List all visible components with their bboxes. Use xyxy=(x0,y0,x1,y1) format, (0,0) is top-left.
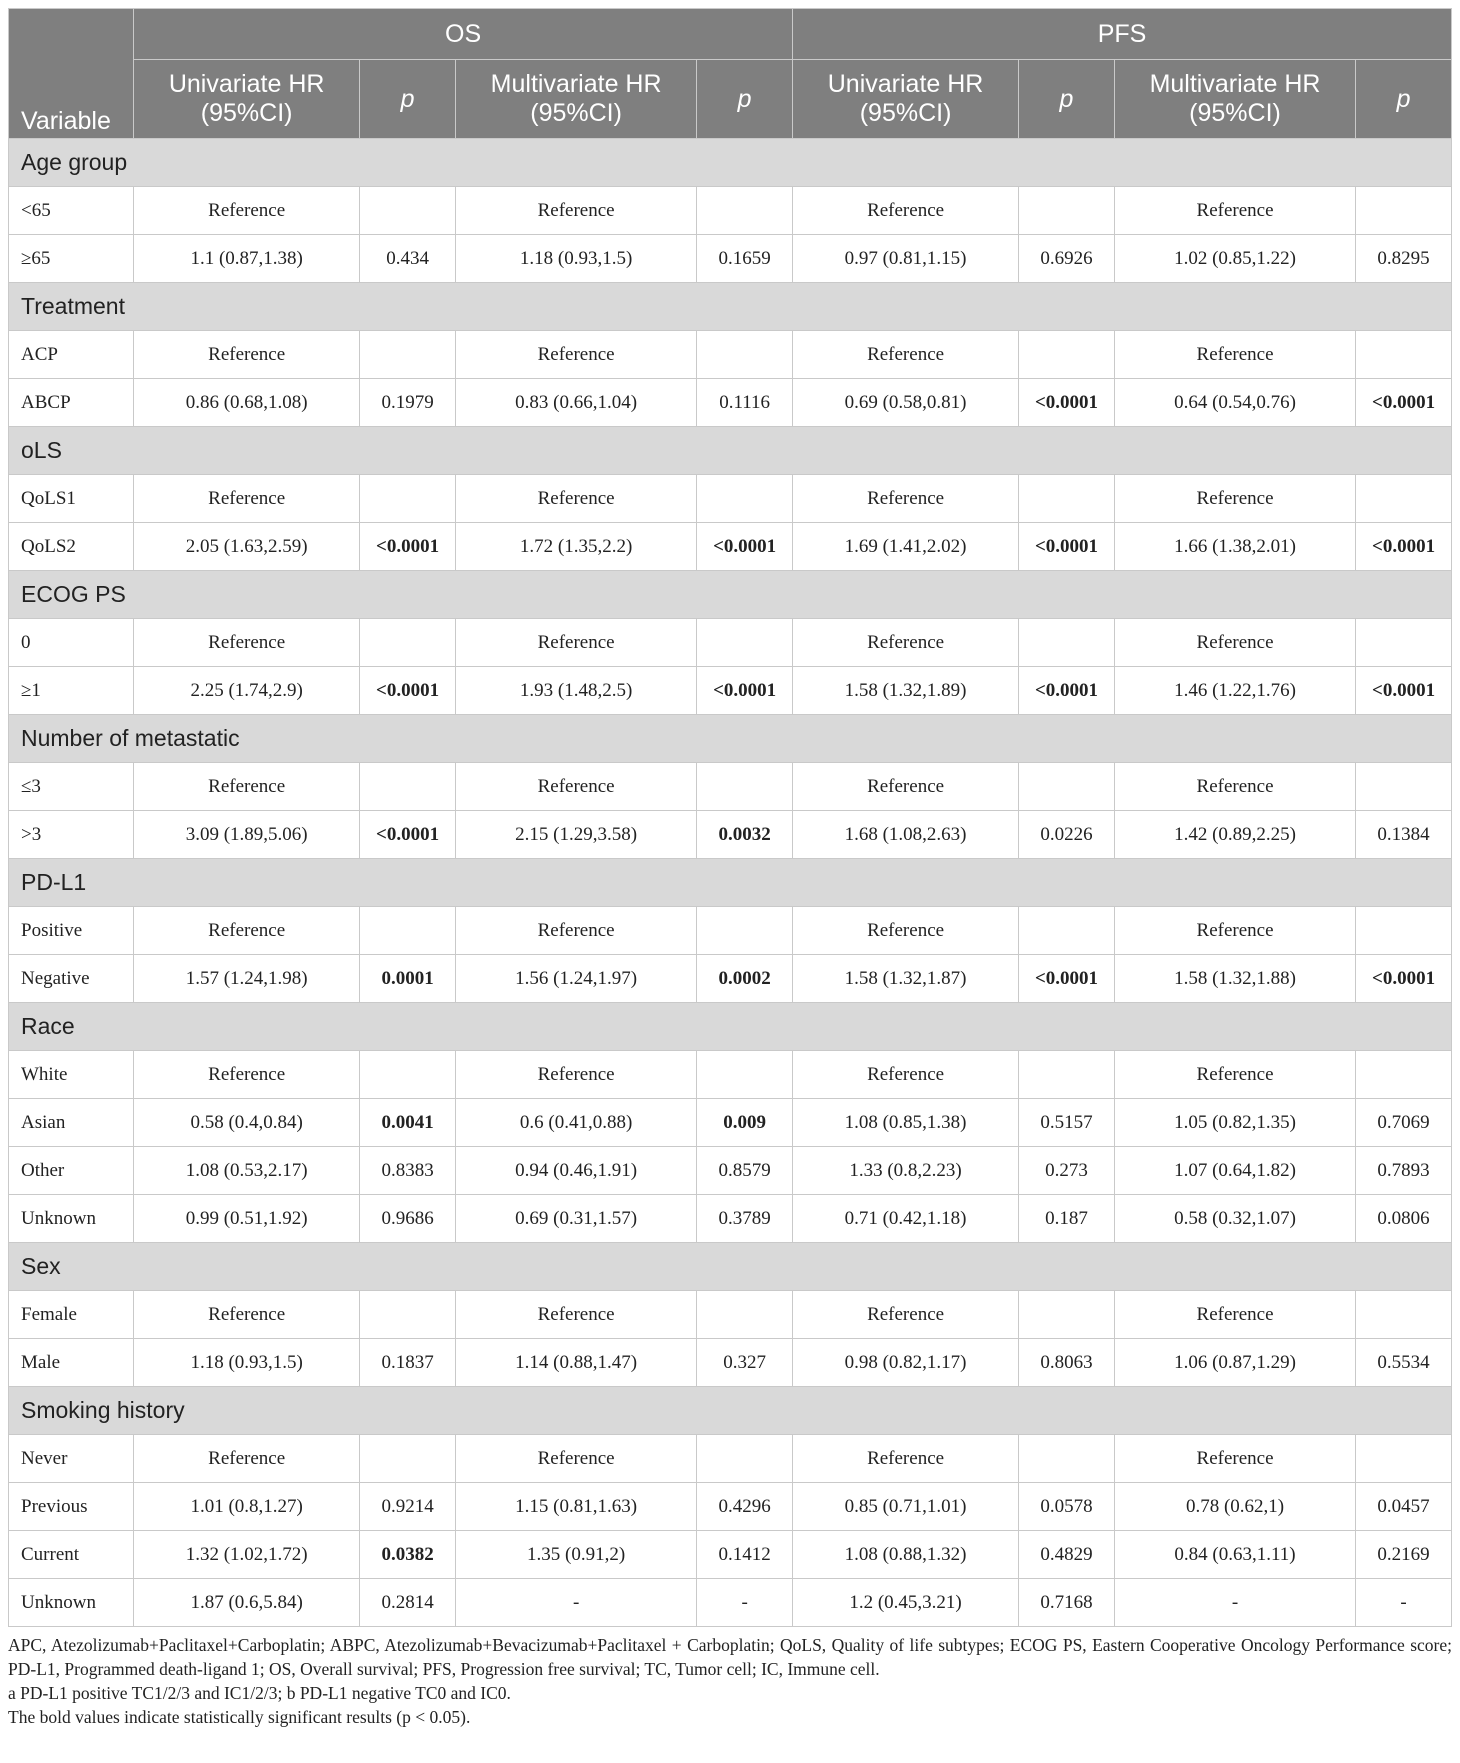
hr-cell: Reference xyxy=(134,331,360,379)
hr-cell: Reference xyxy=(134,1051,360,1099)
p-value-cell xyxy=(360,763,456,811)
p-value-cell xyxy=(1019,1435,1115,1483)
hr-cell: Reference xyxy=(456,475,697,523)
p-value-cell: 0.187 xyxy=(1019,1195,1115,1243)
hr-cell: Reference xyxy=(134,1291,360,1339)
hr-cell: 1.2 (0.45,3.21) xyxy=(793,1579,1019,1627)
table-row xyxy=(9,235,1452,283)
p-value-cell: 0.1979 xyxy=(360,379,456,427)
p-value-cell: <0.0001 xyxy=(360,811,456,859)
group-label: Treatment xyxy=(9,283,1452,331)
hr-cell: 1.72 (1.35,2.2) xyxy=(456,523,697,571)
hr-cell: 1.68 (1.08,2.63) xyxy=(793,811,1019,859)
table-row xyxy=(9,331,1452,379)
hr-cell: Reference xyxy=(1114,1051,1355,1099)
p-value-cell xyxy=(360,475,456,523)
p-value-cell xyxy=(360,907,456,955)
os-multivariate-p-header: p xyxy=(697,60,793,139)
hr-cell: 0.86 (0.68,1.08) xyxy=(134,379,360,427)
p-value-cell: 0.0001 xyxy=(360,955,456,1003)
row-label: Unknown xyxy=(9,1195,134,1243)
hazard-ratio-table xyxy=(8,8,1452,1627)
row-label: Unknown xyxy=(9,1579,134,1627)
hr-cell: Reference xyxy=(134,1435,360,1483)
p-value-cell xyxy=(1356,1435,1452,1483)
p-value-cell xyxy=(1019,619,1115,667)
p-value-cell xyxy=(1019,475,1115,523)
p-value-cell: <0.0001 xyxy=(1356,523,1452,571)
p-value-cell xyxy=(1019,763,1115,811)
row-label: ≥65 xyxy=(9,235,134,283)
p-value-cell: <0.0001 xyxy=(1356,667,1452,715)
hr-cell: Reference xyxy=(456,619,697,667)
hr-cell: 0.94 (0.46,1.91) xyxy=(456,1147,697,1195)
hr-cell: 1.42 (0.89,2.25) xyxy=(1114,811,1355,859)
hr-cell: 0.84 (0.63,1.11) xyxy=(1114,1531,1355,1579)
p-value-cell: 0.4296 xyxy=(697,1483,793,1531)
hr-cell: Reference xyxy=(1114,1291,1355,1339)
p-value-cell xyxy=(1356,1291,1452,1339)
group-row xyxy=(9,283,1452,331)
hr-cell: 1.32 (1.02,1.72) xyxy=(134,1531,360,1579)
p-value-cell: <0.0001 xyxy=(1356,379,1452,427)
hr-cell: 0.69 (0.31,1.57) xyxy=(456,1195,697,1243)
hr-cell: Reference xyxy=(793,907,1019,955)
p-value-cell: 0.5534 xyxy=(1356,1339,1452,1387)
p-value-cell: 0.1659 xyxy=(697,235,793,283)
hr-cell: 1.1 (0.87,1.38) xyxy=(134,235,360,283)
hr-cell: 1.33 (0.8,2.23) xyxy=(793,1147,1019,1195)
p-value-cell: 0.5157 xyxy=(1019,1099,1115,1147)
p-value-cell: <0.0001 xyxy=(1356,955,1452,1003)
p-value-cell: 0.1837 xyxy=(360,1339,456,1387)
p-value-cell: 0.7893 xyxy=(1356,1147,1452,1195)
hr-cell: 0.99 (0.51,1.92) xyxy=(134,1195,360,1243)
row-label: White xyxy=(9,1051,134,1099)
p-value-cell: 0.6926 xyxy=(1019,235,1115,283)
results-table-container xyxy=(8,8,1452,1729)
hr-cell: Reference xyxy=(456,907,697,955)
group-row xyxy=(9,571,1452,619)
p-value-cell xyxy=(1356,475,1452,523)
p-value-cell: 0.0806 xyxy=(1356,1195,1452,1243)
hr-cell: Reference xyxy=(456,331,697,379)
p-value-cell: 0.0578 xyxy=(1019,1483,1115,1531)
p-value-cell: <0.0001 xyxy=(1019,955,1115,1003)
group-label: oLS xyxy=(9,427,1452,475)
hr-cell: 1.18 (0.93,1.5) xyxy=(134,1339,360,1387)
hr-cell: 1.08 (0.88,1.32) xyxy=(793,1531,1019,1579)
p-value-cell: <0.0001 xyxy=(1019,379,1115,427)
table-row xyxy=(9,523,1452,571)
table-row xyxy=(9,1291,1452,1339)
p-value-cell: 0.009 xyxy=(697,1099,793,1147)
group-row xyxy=(9,1003,1452,1051)
p-value-cell xyxy=(1019,907,1115,955)
hr-cell: Reference xyxy=(793,1435,1019,1483)
row-label: Positive xyxy=(9,907,134,955)
pfs-multivariate-hr-header: Multivariate HR (95%CI) xyxy=(1114,60,1355,139)
hr-cell: 1.58 (1.32,1.88) xyxy=(1114,955,1355,1003)
p-value-cell: 0.8579 xyxy=(697,1147,793,1195)
hr-cell: Reference xyxy=(1114,187,1355,235)
hr-cell: 1.14 (0.88,1.47) xyxy=(456,1339,697,1387)
p-value-cell: 0.0041 xyxy=(360,1099,456,1147)
p-value-cell xyxy=(1356,619,1452,667)
hr-cell: Reference xyxy=(793,1051,1019,1099)
p-value-cell xyxy=(697,763,793,811)
table-footnotes xyxy=(8,1633,1452,1729)
row-label: Male xyxy=(9,1339,134,1387)
row-label: QoLS2 xyxy=(9,523,134,571)
row-label: 0 xyxy=(9,619,134,667)
row-label: Never xyxy=(9,1435,134,1483)
row-label: ≤3 xyxy=(9,763,134,811)
table-row xyxy=(9,1579,1452,1627)
p-value-cell: <0.0001 xyxy=(697,667,793,715)
table-row xyxy=(9,955,1452,1003)
table-row xyxy=(9,1147,1452,1195)
hr-cell: Reference xyxy=(1114,1435,1355,1483)
hr-cell: 0.6 (0.41,0.88) xyxy=(456,1099,697,1147)
p-value-cell xyxy=(697,1291,793,1339)
p-value-cell: 0.0032 xyxy=(697,811,793,859)
table-row xyxy=(9,475,1452,523)
hr-cell: 0.85 (0.71,1.01) xyxy=(793,1483,1019,1531)
hr-cell: 1.02 (0.85,1.22) xyxy=(1114,235,1355,283)
p-value-cell xyxy=(360,619,456,667)
table-body xyxy=(9,139,1452,1627)
p-value-cell: 0.0226 xyxy=(1019,811,1115,859)
hr-cell: Reference xyxy=(1114,619,1355,667)
p-value-cell xyxy=(1356,763,1452,811)
hr-cell: 0.71 (0.42,1.18) xyxy=(793,1195,1019,1243)
p-value-cell: 0.434 xyxy=(360,235,456,283)
p-value-cell: 0.0457 xyxy=(1356,1483,1452,1531)
hr-cell: 1.93 (1.48,2.5) xyxy=(456,667,697,715)
pfs-univariate-hr-header: Univariate HR (95%CI) xyxy=(793,60,1019,139)
hr-cell: Reference xyxy=(1114,763,1355,811)
hr-cell: 1.06 (0.87,1.29) xyxy=(1114,1339,1355,1387)
table-row xyxy=(9,1339,1452,1387)
p-value-cell: 0.9214 xyxy=(360,1483,456,1531)
table-row xyxy=(9,1099,1452,1147)
row-label: ACP xyxy=(9,331,134,379)
p-value-cell xyxy=(1356,1051,1452,1099)
p-value-cell: 0.0002 xyxy=(697,955,793,1003)
group-label: Smoking history xyxy=(9,1387,1452,1435)
hr-cell: Reference xyxy=(134,475,360,523)
hr-cell: 0.97 (0.81,1.15) xyxy=(793,235,1019,283)
p-value-cell: <0.0001 xyxy=(360,667,456,715)
table-row xyxy=(9,1531,1452,1579)
p-value-cell xyxy=(1356,907,1452,955)
hr-cell: 0.64 (0.54,0.76) xyxy=(1114,379,1355,427)
hr-cell: Reference xyxy=(793,331,1019,379)
p-value-cell: 0.273 xyxy=(1019,1147,1115,1195)
row-label: <65 xyxy=(9,187,134,235)
hr-cell: 2.15 (1.29,3.58) xyxy=(456,811,697,859)
hr-cell: Reference xyxy=(793,1291,1019,1339)
group-row xyxy=(9,715,1452,763)
hr-cell: 1.57 (1.24,1.98) xyxy=(134,955,360,1003)
p-value-cell: <0.0001 xyxy=(697,523,793,571)
hr-cell: Reference xyxy=(456,763,697,811)
group-row xyxy=(9,1243,1452,1291)
os-univariate-p-header: p xyxy=(360,60,456,139)
table-row xyxy=(9,1051,1452,1099)
p-value-cell xyxy=(1356,331,1452,379)
p-value-cell: <0.0001 xyxy=(1019,523,1115,571)
hr-cell: 1.05 (0.82,1.35) xyxy=(1114,1099,1355,1147)
hr-cell: Reference xyxy=(1114,331,1355,379)
p-value-cell xyxy=(697,1435,793,1483)
pfs-multivariate-p-header: p xyxy=(1356,60,1452,139)
row-label: Current xyxy=(9,1531,134,1579)
hr-cell: 1.35 (0.91,2) xyxy=(456,1531,697,1579)
row-label: Asian xyxy=(9,1099,134,1147)
p-value-cell: 0.8063 xyxy=(1019,1339,1115,1387)
p-value-cell xyxy=(697,619,793,667)
p-value-cell: 0.1412 xyxy=(697,1531,793,1579)
table-row xyxy=(9,811,1452,859)
table-header xyxy=(9,9,1452,139)
p-value-cell xyxy=(1019,187,1115,235)
hr-cell: 1.58 (1.32,1.89) xyxy=(793,667,1019,715)
row-label: >3 xyxy=(9,811,134,859)
footnote-abbreviations: APC, Atezolizumab+Paclitaxel+Carboplatin; ABPC, Atezolizumab+Bevacizumab+Paclitaxel + Carboplatin; QoLS, Quality of life subtypes; ECOG PS, Eastern Cooperative Oncology Performance score; PD-L1, Programmed death-ligand 1; OS, Overall survival; PFS, Progression free survival; TC, Tumor cell; IC, Immune cell. xyxy=(8,1635,1452,1679)
p-value-cell: 0.8383 xyxy=(360,1147,456,1195)
hr-cell: 1.01 (0.8,1.27) xyxy=(134,1483,360,1531)
hr-cell: Reference xyxy=(1114,907,1355,955)
p-value-cell: 0.1116 xyxy=(697,379,793,427)
os-univariate-hr-header: Univariate HR (95%CI) xyxy=(134,60,360,139)
p-value-cell xyxy=(697,187,793,235)
group-label: Age group xyxy=(9,139,1452,187)
hr-cell: 0.78 (0.62,1) xyxy=(1114,1483,1355,1531)
hr-cell: 1.08 (0.53,2.17) xyxy=(134,1147,360,1195)
hr-cell: 0.58 (0.4,0.84) xyxy=(134,1099,360,1147)
row-label: ≥1 xyxy=(9,667,134,715)
hr-cell: 1.15 (0.81,1.63) xyxy=(456,1483,697,1531)
p-value-cell: 0.7069 xyxy=(1356,1099,1452,1147)
p-value-cell xyxy=(697,907,793,955)
p-value-cell: 0.0382 xyxy=(360,1531,456,1579)
hr-cell: Reference xyxy=(134,619,360,667)
footnote-pdl1-definition: a PD-L1 positive TC1/2/3 and IC1/2/3; b PD-L1 negative TC0 and IC0. xyxy=(8,1683,511,1703)
table-row xyxy=(9,1195,1452,1243)
p-value-cell: 0.2169 xyxy=(1356,1531,1452,1579)
hr-cell: 3.09 (1.89,5.06) xyxy=(134,811,360,859)
p-value-cell xyxy=(1019,1051,1115,1099)
p-value-cell xyxy=(697,331,793,379)
group-label: Number of metastatic xyxy=(9,715,1452,763)
hr-cell: Reference xyxy=(793,763,1019,811)
p-value-cell: 0.8295 xyxy=(1356,235,1452,283)
p-value-cell: 0.7168 xyxy=(1019,1579,1115,1627)
footnote-bold-note: The bold values indicate statistically significant results (p < 0.05). xyxy=(8,1707,471,1727)
hr-cell: 2.25 (1.74,2.9) xyxy=(134,667,360,715)
p-value-cell: 0.2814 xyxy=(360,1579,456,1627)
os-header: OS xyxy=(134,9,793,60)
hr-cell: Reference xyxy=(1114,475,1355,523)
hr-cell: 2.05 (1.63,2.59) xyxy=(134,523,360,571)
p-value-cell xyxy=(697,475,793,523)
p-value-cell: - xyxy=(1356,1579,1452,1627)
p-value-cell xyxy=(360,1051,456,1099)
group-row xyxy=(9,859,1452,907)
row-label: Negative xyxy=(9,955,134,1003)
hr-cell: Reference xyxy=(793,187,1019,235)
hr-cell: Reference xyxy=(456,1435,697,1483)
variable-header: Variable xyxy=(9,9,134,139)
hr-cell: 1.87 (0.6,5.84) xyxy=(134,1579,360,1627)
table-row xyxy=(9,907,1452,955)
row-label: ABCP xyxy=(9,379,134,427)
group-row xyxy=(9,427,1452,475)
p-value-cell: <0.0001 xyxy=(1019,667,1115,715)
p-value-cell xyxy=(360,187,456,235)
p-value-cell: 0.9686 xyxy=(360,1195,456,1243)
group-row xyxy=(9,1387,1452,1435)
hr-cell: 0.58 (0.32,1.07) xyxy=(1114,1195,1355,1243)
table-row xyxy=(9,763,1452,811)
hr-cell: 0.69 (0.58,0.81) xyxy=(793,379,1019,427)
p-value-cell: 0.4829 xyxy=(1019,1531,1115,1579)
group-label: Sex xyxy=(9,1243,1452,1291)
hr-cell: - xyxy=(456,1579,697,1627)
hr-cell: 1.46 (1.22,1.76) xyxy=(1114,667,1355,715)
os-multivariate-hr-header: Multivariate HR (95%CI) xyxy=(456,60,697,139)
hr-cell: Reference xyxy=(456,187,697,235)
group-row xyxy=(9,139,1452,187)
hr-cell: Reference xyxy=(456,1291,697,1339)
hr-cell: 1.18 (0.93,1.5) xyxy=(456,235,697,283)
p-value-cell xyxy=(1356,187,1452,235)
p-value-cell xyxy=(360,1435,456,1483)
p-value-cell xyxy=(1019,331,1115,379)
hr-cell: Reference xyxy=(134,763,360,811)
p-value-cell: <0.0001 xyxy=(360,523,456,571)
row-label: Female xyxy=(9,1291,134,1339)
pfs-univariate-p-header: p xyxy=(1019,60,1115,139)
row-label: QoLS1 xyxy=(9,475,134,523)
p-value-cell xyxy=(360,331,456,379)
p-value-cell xyxy=(697,1051,793,1099)
row-label: Other xyxy=(9,1147,134,1195)
hr-cell: Reference xyxy=(134,187,360,235)
row-label: Previous xyxy=(9,1483,134,1531)
hr-cell: 1.56 (1.24,1.97) xyxy=(456,955,697,1003)
hr-cell: 1.08 (0.85,1.38) xyxy=(793,1099,1019,1147)
hr-cell: Reference xyxy=(793,475,1019,523)
pfs-header: PFS xyxy=(793,9,1452,60)
hr-cell: 1.07 (0.64,1.82) xyxy=(1114,1147,1355,1195)
p-value-cell: 0.1384 xyxy=(1356,811,1452,859)
p-value-cell: 0.327 xyxy=(697,1339,793,1387)
table-row xyxy=(9,667,1452,715)
hr-cell: Reference xyxy=(456,1051,697,1099)
hr-cell: Reference xyxy=(793,619,1019,667)
hr-cell: - xyxy=(1114,1579,1355,1627)
p-value-cell: 0.3789 xyxy=(697,1195,793,1243)
p-value-cell: - xyxy=(697,1579,793,1627)
hr-cell: 0.83 (0.66,1.04) xyxy=(456,379,697,427)
table-row xyxy=(9,1435,1452,1483)
table-row xyxy=(9,619,1452,667)
table-row xyxy=(9,1483,1452,1531)
hr-cell: Reference xyxy=(134,907,360,955)
hr-cell: 1.58 (1.32,1.87) xyxy=(793,955,1019,1003)
hr-cell: 0.98 (0.82,1.17) xyxy=(793,1339,1019,1387)
table-row xyxy=(9,379,1452,427)
table-row xyxy=(9,187,1452,235)
hr-cell: 1.66 (1.38,2.01) xyxy=(1114,523,1355,571)
hr-cell: 1.69 (1.41,2.02) xyxy=(793,523,1019,571)
p-value-cell xyxy=(1019,1291,1115,1339)
p-value-cell xyxy=(360,1291,456,1339)
group-label: Race xyxy=(9,1003,1452,1051)
group-label: PD-L1 xyxy=(9,859,1452,907)
group-label: ECOG PS xyxy=(9,571,1452,619)
